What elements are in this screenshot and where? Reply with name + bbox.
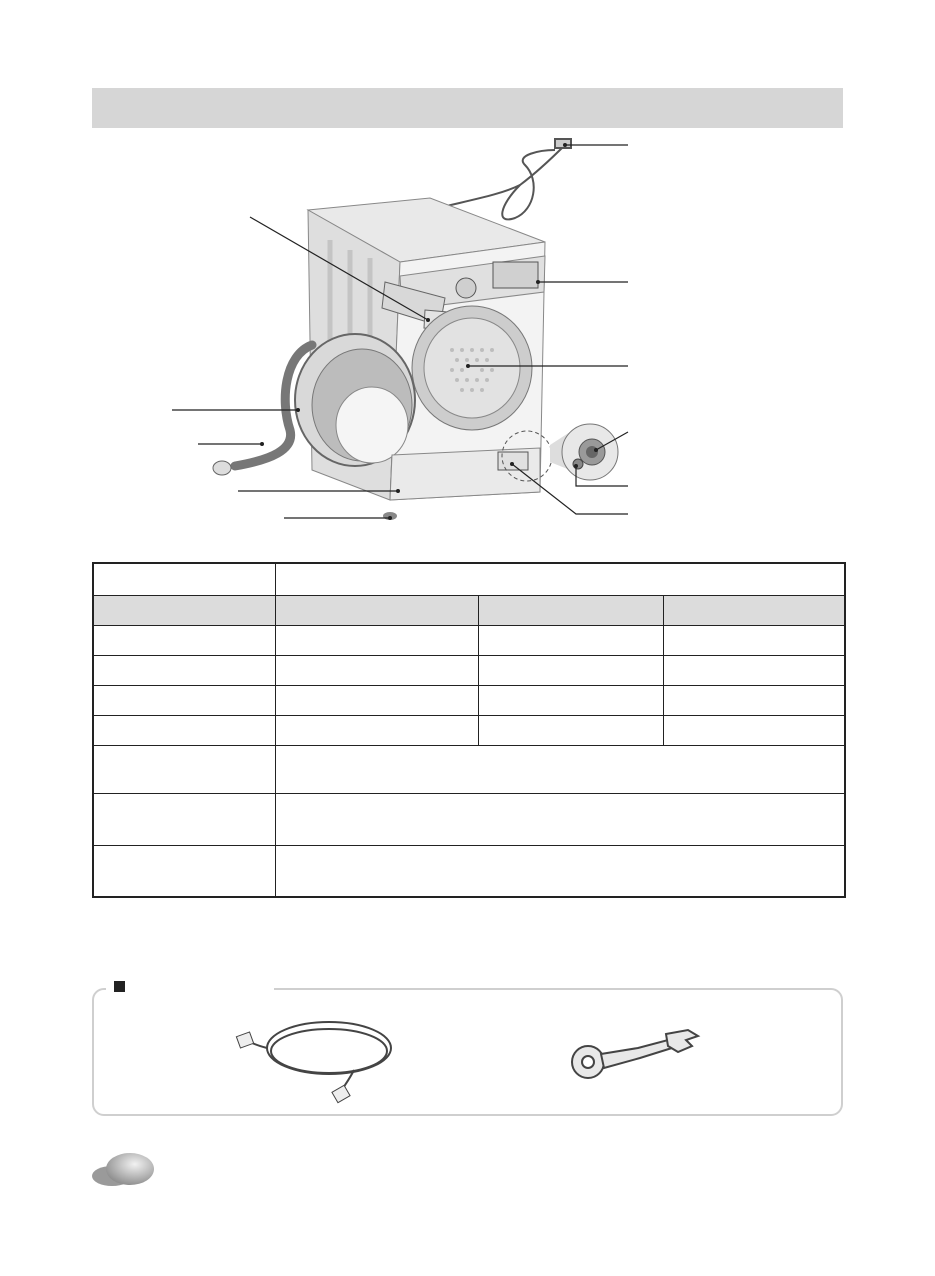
spanner-icon <box>568 1024 708 1088</box>
table-cell <box>93 595 275 625</box>
table-row <box>93 745 845 793</box>
drain-plug-icon <box>573 459 583 469</box>
table-cell <box>93 745 275 793</box>
table-row <box>93 595 845 625</box>
table-cell <box>275 685 478 715</box>
bullet-square-icon <box>114 981 125 992</box>
table-cell <box>478 595 663 625</box>
table-cell <box>275 595 478 625</box>
table-cell <box>478 655 663 685</box>
table-cell <box>275 845 845 897</box>
table-cell <box>478 625 663 655</box>
table-row <box>93 685 845 715</box>
table-cell <box>275 655 478 685</box>
table-cell <box>275 563 845 595</box>
table-cell <box>93 845 275 897</box>
table-cell <box>275 625 478 655</box>
filter-knob <box>586 446 598 458</box>
display-panel <box>493 262 538 288</box>
table-cell <box>663 625 845 655</box>
page-number-badge <box>90 1152 154 1188</box>
section-header-bar <box>92 88 843 128</box>
table-cell <box>663 715 845 745</box>
table-cell <box>275 715 478 745</box>
table-row <box>93 655 845 685</box>
table-cell <box>663 655 845 685</box>
table-cell <box>663 595 845 625</box>
table-cell <box>93 625 275 655</box>
program-dial-icon <box>456 278 476 298</box>
table-cell <box>663 685 845 715</box>
table-cell <box>93 715 275 745</box>
table-cell <box>275 745 845 793</box>
inlet-hose-icon <box>234 1010 404 1106</box>
table-row <box>93 715 845 745</box>
spec-table <box>92 562 846 898</box>
accessories-heading-gap <box>106 986 274 994</box>
door <box>295 334 415 466</box>
table-cell <box>478 685 663 715</box>
washer-diagram <box>0 128 935 548</box>
table-cell <box>93 655 275 685</box>
table-cell <box>93 685 275 715</box>
accessories-box <box>92 988 843 1116</box>
table-cell <box>93 793 275 845</box>
table-row <box>93 625 845 655</box>
table-row <box>93 845 845 897</box>
table-cell <box>275 793 845 845</box>
drum-icon <box>424 318 520 418</box>
table-cell <box>93 563 275 595</box>
table-row <box>93 793 845 845</box>
hose-end <box>213 461 231 475</box>
table-row <box>93 563 845 595</box>
table-cell <box>478 715 663 745</box>
